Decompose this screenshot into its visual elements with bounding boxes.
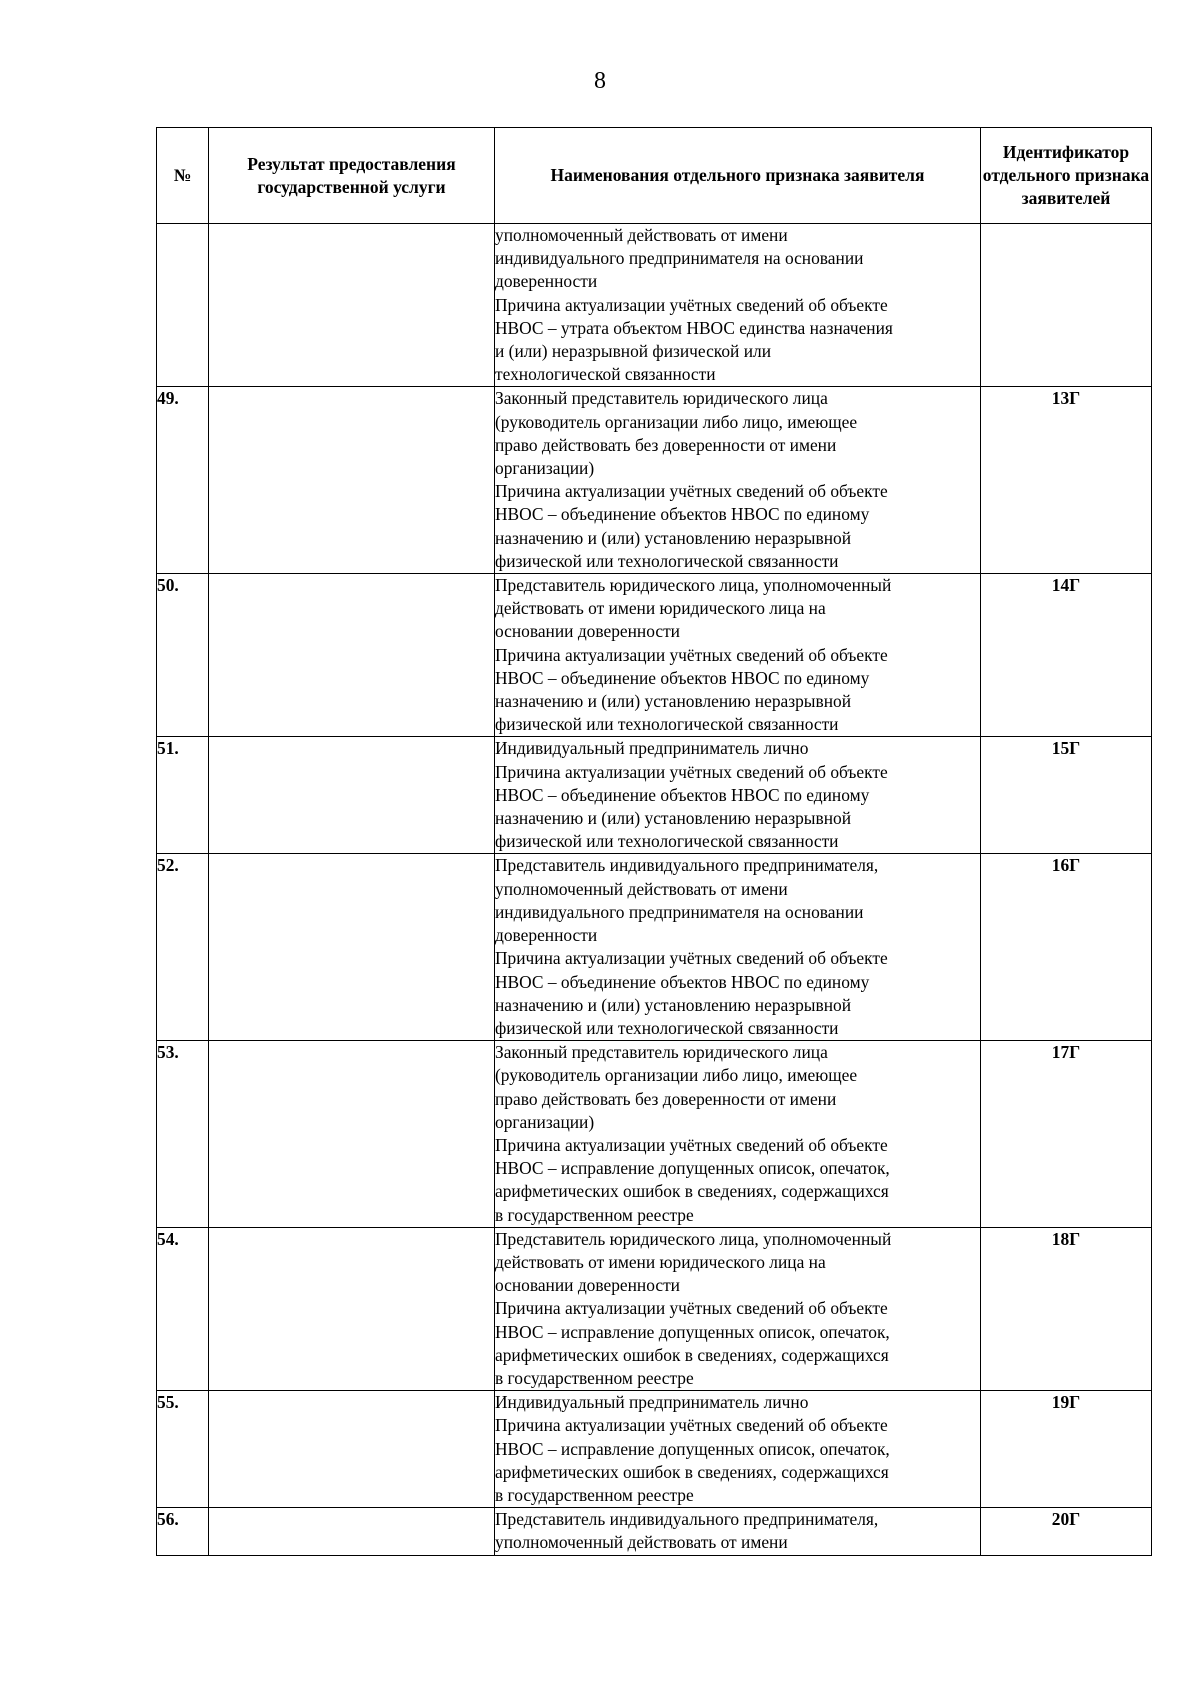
header-num: № — [157, 128, 209, 224]
table-row — [157, 1227, 1152, 1390]
attribute-line: Причина актуализации учётных сведений об объекте — [495, 294, 888, 315]
attribute-line: в государственном реестре — [495, 1367, 694, 1388]
applicant-attributes-table — [156, 127, 1152, 1556]
attribute-line: Законный представитель юридического лица — [495, 388, 828, 409]
row-number — [157, 224, 209, 387]
attribute-line: назначению и (или) установлению неразрывной — [495, 808, 852, 829]
table-row — [157, 737, 1152, 854]
attribute-line: организации) — [495, 458, 595, 479]
table-row — [157, 854, 1152, 1041]
header-identifier: Идентификатор отдельного признака заявителей — [981, 128, 1152, 224]
attribute-line: и (или) неразрывной физической или — [495, 341, 772, 362]
attribute-line: Индивидуальный предприниматель лично — [495, 738, 809, 759]
result-cell — [209, 854, 495, 1041]
identifier-cell: 17Г — [981, 1041, 1152, 1228]
table-row — [157, 1508, 1152, 1555]
row-number: 54. — [157, 1227, 209, 1390]
attribute-line: назначению и (или) установлению неразрывной — [495, 527, 852, 548]
attribute-line: НВОС – объединение объектов НВОС по единому — [495, 971, 870, 992]
attribute-line: НВОС – исправление допущенных описок, опечаток, — [495, 1321, 890, 1342]
result-cell — [209, 1227, 495, 1390]
attribute-line: Представитель индивидуального предпринимателя, — [495, 855, 879, 876]
attribute-line: арифметических ошибок в сведениях, содержащихся — [495, 1181, 889, 1202]
attribute-line: Представитель юридического лица, уполномоченный — [495, 1228, 892, 1249]
attribute-line: НВОС – объединение объектов НВОС по единому — [495, 784, 870, 805]
identifier-cell: 15Г — [981, 737, 1152, 854]
attribute-line: Представитель индивидуального предпринимателя, — [495, 1509, 879, 1530]
attribute-line: НВОС – исправление допущенных описок, опечаток, — [495, 1438, 890, 1459]
attribute-line: индивидуального предпринимателя на основании — [495, 901, 864, 922]
identifier-cell: 19Г — [981, 1391, 1152, 1508]
attribute-line: (руководитель организации либо лицо, имеющее — [495, 1065, 858, 1086]
attribute-line: уполномоченный действовать от имени — [495, 225, 788, 245]
attribute-line: в государственном реестре — [495, 1484, 694, 1505]
table-row — [157, 387, 1152, 574]
attribute-line: основании доверенности — [495, 1275, 680, 1296]
attribute-line: Причина актуализации учётных сведений об объекте — [495, 1134, 888, 1155]
attribute-line: Причина актуализации учётных сведений об объекте — [495, 761, 888, 782]
table-row — [157, 1391, 1152, 1508]
row-number: 49. — [157, 387, 209, 574]
identifier-cell: 13Г — [981, 387, 1152, 574]
attribute-line: Индивидуальный предприниматель лично — [495, 1392, 809, 1413]
result-cell — [209, 387, 495, 574]
attribute-line: физической или технологической связанности — [495, 1017, 839, 1038]
attribute-line: арифметических ошибок в сведениях, содержащихся — [495, 1344, 889, 1365]
result-cell — [209, 1508, 495, 1555]
attribute-line: в государственном реестре — [495, 1204, 694, 1225]
attribute-cell — [495, 854, 981, 1041]
row-number: 53. — [157, 1041, 209, 1228]
attribute-cell — [495, 387, 981, 574]
header-attribute: Наименования отдельного признака заявителя — [495, 128, 981, 224]
attribute-cell — [495, 574, 981, 737]
identifier-cell — [981, 224, 1152, 387]
attribute-line: назначению и (или) установлению неразрывной — [495, 691, 852, 712]
attribute-line: Причина актуализации учётных сведений об объекте — [495, 644, 888, 665]
attribute-line: уполномоченный действовать от имени — [495, 1532, 788, 1553]
attribute-cell — [495, 1041, 981, 1228]
attribute-line: НВОС – объединение объектов НВОС по единому — [495, 504, 870, 525]
row-number: 51. — [157, 737, 209, 854]
attribute-line: уполномоченный действовать от имени — [495, 878, 788, 899]
attribute-line: право действовать без доверенности от имени — [495, 434, 837, 455]
attribute-line: Причина актуализации учётных сведений об объекте — [495, 948, 888, 969]
attribute-line: индивидуального предпринимателя на основании — [495, 248, 864, 269]
attribute-line: Представитель юридического лица, уполномоченный — [495, 575, 892, 596]
attribute-line: физической или технологической связанности — [495, 550, 839, 571]
attribute-line: технологической связанности — [495, 364, 716, 385]
result-cell — [209, 1041, 495, 1228]
attribute-line: действовать от имени юридического лица на — [495, 598, 826, 619]
identifier-cell: 14Г — [981, 574, 1152, 737]
table-body — [157, 224, 1152, 1556]
result-cell — [209, 737, 495, 854]
attribute-line: НВОС – объединение объектов НВОС по единому — [495, 667, 870, 688]
attribute-line: основании доверенности — [495, 621, 680, 642]
attribute-cell — [495, 1227, 981, 1390]
attribute-line: назначению и (или) установлению неразрывной — [495, 994, 852, 1015]
attribute-line: арифметических ошибок в сведениях, содержащихся — [495, 1461, 889, 1482]
result-cell — [209, 1391, 495, 1508]
row-number: 56. — [157, 1508, 209, 1555]
attribute-line: физической или технологической связанности — [495, 714, 839, 735]
attribute-line: Причина актуализации учётных сведений об объекте — [495, 1415, 888, 1436]
attribute-line: (руководитель организации либо лицо, имеющее — [495, 411, 858, 432]
table-row — [157, 574, 1152, 737]
identifier-cell: 20Г — [981, 1508, 1152, 1555]
table-row-continuation — [157, 224, 1152, 387]
attribute-line: Причина актуализации учётных сведений об объекте — [495, 1298, 888, 1319]
attribute-line: организации) — [495, 1111, 595, 1132]
attribute-line: Причина актуализации учётных сведений об объекте — [495, 481, 888, 502]
attribute-line: физической или технологической связанности — [495, 831, 839, 852]
attribute-cell — [495, 1391, 981, 1508]
row-number: 55. — [157, 1391, 209, 1508]
table-header-row — [157, 128, 1152, 224]
attribute-line: действовать от имени юридического лица на — [495, 1251, 826, 1272]
result-cell — [209, 574, 495, 737]
attribute-line: доверенности — [495, 271, 598, 292]
attribute-line: НВОС – утрата объектом НВОС единства назначения — [495, 317, 893, 338]
header-result: Результат предоставления государственной услуги — [209, 128, 495, 224]
page-number: 8 — [594, 68, 606, 94]
row-number: 50. — [157, 574, 209, 737]
table-row — [157, 1041, 1152, 1228]
attribute-line: Законный представитель юридического лица — [495, 1042, 828, 1063]
attribute-cell — [495, 737, 981, 854]
result-cell — [209, 224, 495, 387]
identifier-cell: 18Г — [981, 1227, 1152, 1390]
row-number: 52. — [157, 854, 209, 1041]
identifier-cell: 16Г — [981, 854, 1152, 1041]
attribute-cell — [495, 1508, 981, 1555]
attribute-cell — [495, 224, 981, 387]
attribute-line: право действовать без доверенности от имени — [495, 1088, 837, 1109]
attribute-line: доверенности — [495, 925, 598, 946]
attribute-line: НВОС – исправление допущенных описок, опечаток, — [495, 1158, 890, 1179]
